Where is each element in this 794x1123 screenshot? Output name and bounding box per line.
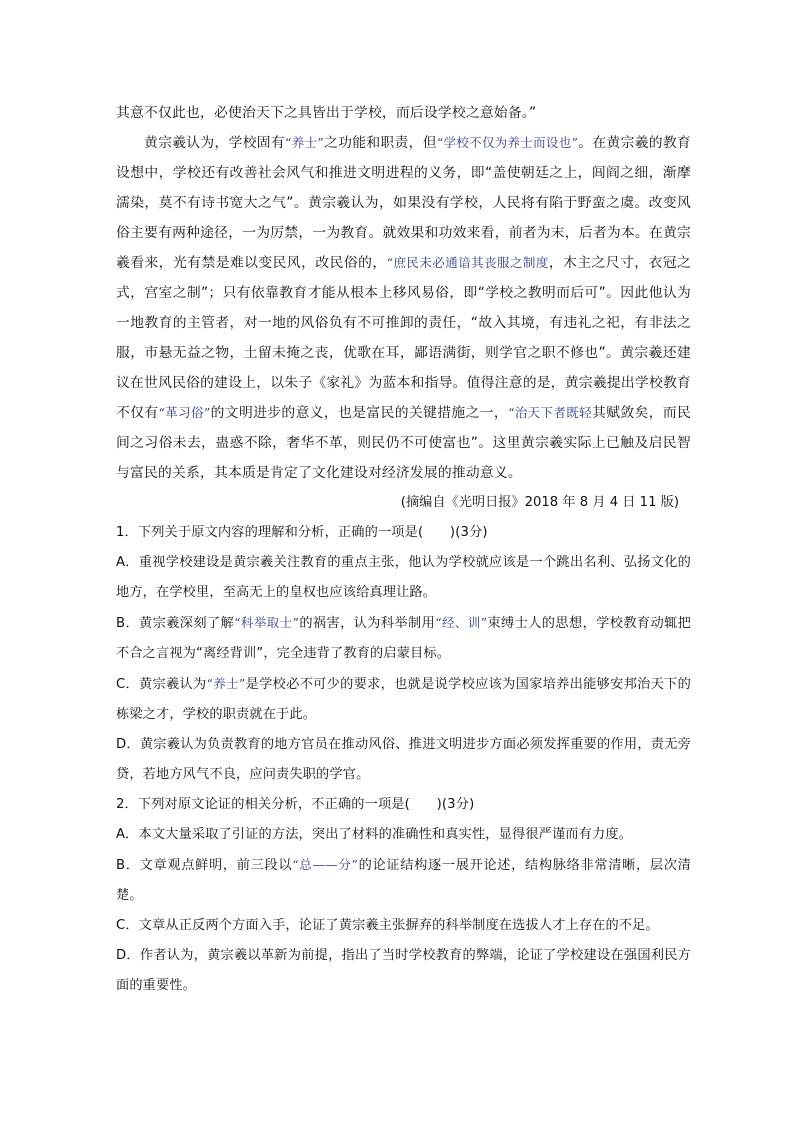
text-run: 的论证结构逐一展开论述，结构脉络非常清晰，层次清楚。 (116, 858, 691, 903)
text-run: D．作者认为，黄宗羲以革新为前提，指出了当时学校教育的弊端，论证了学校建设在强国利民方面的重要性。 (116, 948, 691, 993)
option-d (116, 941, 691, 1001)
quoted-text: “治天下者既轻 (508, 405, 593, 420)
text-run: C．文章从正反两个方面入手，论证了黄宗羲主张摒弃的科举制度在选拔人才上存在的不足。 (116, 918, 659, 933)
text-run: C．黄宗羲认为 (116, 677, 207, 692)
source-citation: (摘编自《光明日报》2018 年 8 月 4 日 11 版) (400, 495, 679, 510)
option-c (116, 669, 691, 730)
text-run: 是学校必不可少的要求，也就是说学校应该为国家培养出能够安邦治天下的栋梁之才，学校的职责就在于此。 (116, 677, 691, 722)
text-run: 其赋敛矣，而民间之习俗未去，蛊惑不除，奢华不革，则民仍不可使富也”。这里黄宗羲实际上已触及启民智与富民的关系，其本质是肯定了文化建设对经济发展的推动意义。 (116, 405, 692, 481)
question-2 (116, 790, 691, 1001)
quoted-text: “庶民未必通谙其丧服之制度 (386, 255, 549, 270)
paragraph-continued: 其意不仅此也，必使治天下之具皆出于学校，而后设学校之意始备。” (116, 105, 537, 121)
quoted-text: “革习俗” (158, 405, 211, 420)
quoted-text: “经、训” (435, 615, 488, 630)
option-d (116, 730, 691, 790)
text-run: 的祸害，认为科举制用 (299, 616, 436, 631)
text-run: 之功能和职责，但 (323, 135, 437, 151)
quoted-text: “养士” (206, 676, 246, 691)
text-run: 束缚士人的思想，学校教育动辄把不合之言视为“离经背训”，完全违背了教育的启蒙目标。 (116, 616, 692, 661)
question-1 (116, 518, 691, 790)
document-page (116, 98, 691, 1001)
option-b (116, 608, 691, 669)
quoted-text: “总——分” (292, 857, 359, 872)
text-run: 的文明进步的意义，也是富民的关键措施之一， (210, 405, 509, 421)
option-a (116, 820, 691, 850)
text-run: 。在黄宗羲的教育设想中，学校还有改善社会风气和推进文明进程的义务，即“盖使朝廷之上，闾阎之细，渐摩濡染，莫不有诗书宽大之气”。黄宗羲认为，如果没有学校，人民将有陷于野蛮之虞。改变风俗主要有两种途径，一为厉禁，一为教育。就效果和功效来看，前者为末，后者为本。在黄宗羲看来，光有禁是难以变民风，改民俗的， (116, 135, 691, 271)
quoted-text: “科举取士” (234, 615, 300, 630)
text-run: ，木主之尺寸，衣冠之式，宫室之制”；只有依靠教育才能从根本上移风易俗，即“学校之教明而后可”。因此他认为一地教育的主管者，对一地的风俗负有不可推卸的责任，“故入其境，有违礼之祀，有非法之服，市悬无益之物，土留未掩之丧，优歌在耳，鄙语满街，则学官之职不修也”。黄宗羲还建议在世风民俗的建设上，以朱子《家礼》为蓝本和指导。值得注意的是，黄宗羲提出学校教育不仅有 (116, 255, 691, 421)
option-a (116, 548, 691, 608)
text-run: B．黄宗羲深刻了解 (116, 616, 235, 631)
quoted-text: “学校不仅为养士而设也” (436, 135, 579, 150)
question-stem: 2．下列对原文论证的相关分析，不正确的一项是( )(3分) (116, 797, 475, 812)
text-run: B．文章观点鲜明，前三段以 (116, 858, 293, 873)
text-run: A．重视学校建设是黄宗羲关注教育的重点主张，他认为学校就应该是一个跳出名利、弘扬文化的地方，在学校里，至高无上的皇权也应该给真理让路。 (116, 555, 691, 600)
option-c (116, 911, 691, 941)
option-b (116, 850, 691, 911)
quoted-text: “养士” (285, 135, 324, 150)
text-run: A．本文大量采取了引证的方法，突出了材料的准确性和真实性，显得很严谨而有力度。 (116, 827, 632, 842)
question-stem: 1．下列关于原文内容的理解和分析，正确的一项是( )(3分) (116, 525, 488, 540)
paragraph-main (116, 128, 691, 488)
text-run: D．黄宗羲认为负责教育的地方官员在推动风俗、推进文明进步方面必须发挥重要的作用，责无旁贷，若地方风气不良，应问责失职的学官。 (116, 737, 691, 782)
text-run: 黄宗羲认为，学校固有 (144, 135, 286, 151)
